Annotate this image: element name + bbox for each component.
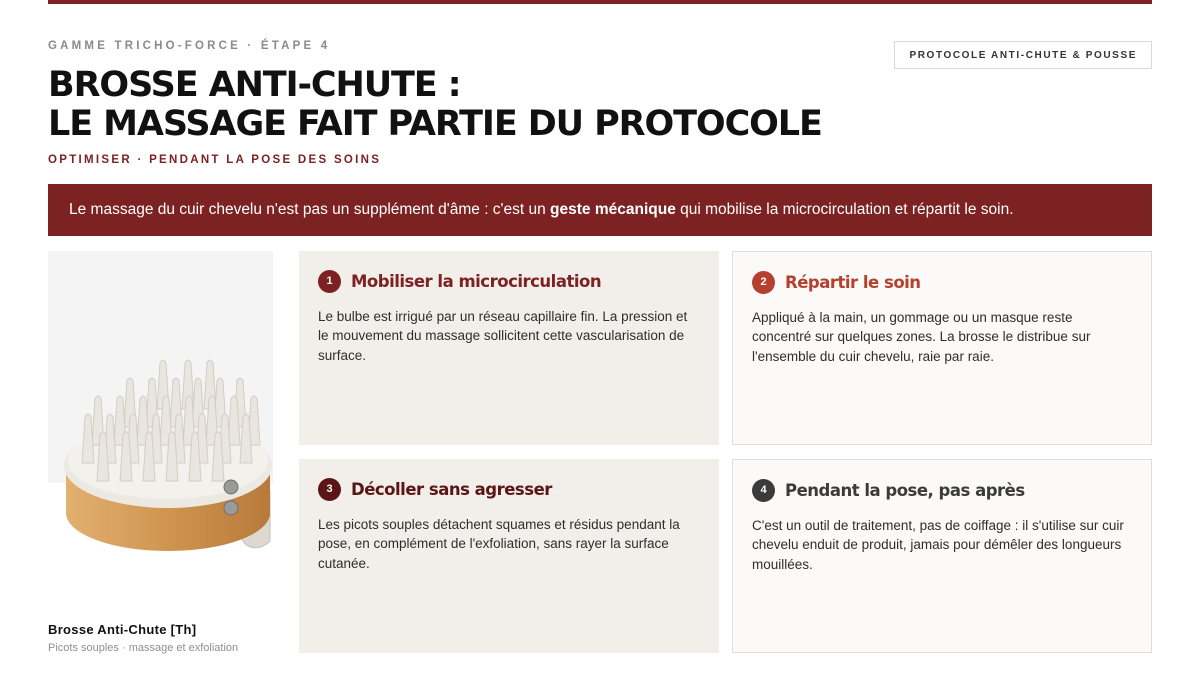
card-number-badge: 4 bbox=[752, 479, 775, 502]
banner-text: Le massage du cuir chevelu n'est pas un supplément d'âme : c'est un geste mécanique qui mobilise la microcirculation et répartit le soin. bbox=[69, 201, 1014, 218]
benefit-card-microcirculation bbox=[299, 251, 719, 445]
card-number-badge: 2 bbox=[752, 271, 775, 294]
brush-bristle bbox=[82, 414, 94, 463]
benefit-card-gentle-exfoliation bbox=[299, 459, 719, 653]
protocol-tag: PROTOCOLE ANTI-CHUTE & POUSSE bbox=[894, 41, 1152, 69]
banner-emphasis: geste mécanique bbox=[550, 201, 676, 218]
card-title: Mobiliser la microcirculation bbox=[351, 271, 602, 291]
card-title: Décoller sans agresser bbox=[351, 479, 552, 499]
benefit-card-timing bbox=[732, 459, 1152, 653]
product-name: Brosse Anti-Chute [Th] bbox=[48, 622, 197, 637]
card-body: C'est un outil de traitement, pas de coiffage : il s'utilise sur cuir chevelu enduit de produit, jamais pour démêler des longueurs mouillées. bbox=[752, 518, 1124, 572]
card-number-badge: 3 bbox=[318, 478, 341, 501]
product-photo bbox=[48, 251, 273, 612]
product-description: Picots souples · massage et exfoliation bbox=[48, 642, 239, 654]
range-kicker: GAMME TRICHO-FORCE · ÉTAPE 4 bbox=[48, 40, 331, 52]
card-body: Le bulbe est irrigué par un réseau capillaire fin. La pression et le mouvement du massage sollicitent cette vascularisation de surface. bbox=[318, 309, 688, 363]
card-body: Appliqué à la main, un gommage ou un masque reste concentré sur quelques zones. La brosse le distribue sur l'ensemble du cuir chevelu, raie par raie. bbox=[752, 310, 1091, 364]
top-accent-rule bbox=[48, 0, 1152, 4]
page-subtitle: OPTIMISER · PENDANT LA POSE DES SOINS bbox=[48, 154, 382, 166]
page-title-line-1: BROSSE ANTI-CHUTE : bbox=[48, 65, 461, 105]
card-title: Répartir le soin bbox=[785, 272, 921, 292]
key-message-banner bbox=[48, 184, 1152, 236]
page-title bbox=[48, 66, 822, 144]
card-number-badge: 1 bbox=[318, 270, 341, 293]
benefit-card-distribution bbox=[732, 251, 1152, 445]
card-title: Pendant la pose, pas après bbox=[785, 480, 1025, 500]
card-body: Les picots souples détachent squames et résidus pendant la pose, en complément de l'exfoliation, sans rayer la surface cutanée. bbox=[318, 517, 680, 571]
page-title-line-2: LE MASSAGE FAIT PARTIE DU PROTOCOLE bbox=[48, 104, 822, 144]
scalp-massage-brush-icon bbox=[48, 251, 273, 612]
